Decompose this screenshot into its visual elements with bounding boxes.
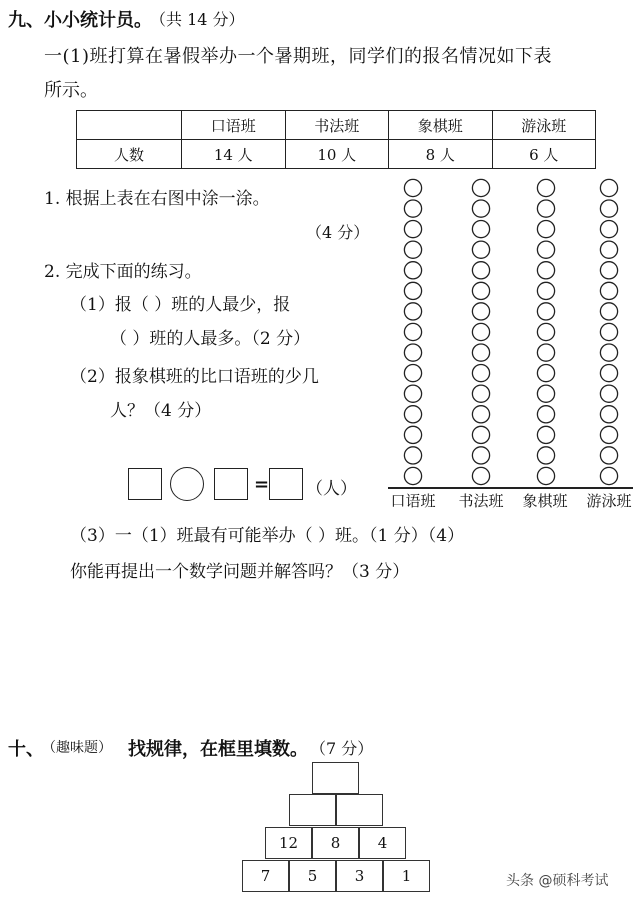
chart-circle[interactable] (472, 385, 489, 402)
chart-circle[interactable] (472, 467, 489, 484)
chart-circle[interactable] (404, 426, 421, 443)
section-10-tag: （趣味题） (42, 740, 112, 756)
chart-circle[interactable] (600, 282, 617, 299)
operator-circle[interactable] (170, 467, 204, 501)
intro-line-2: 所示。 (44, 80, 98, 101)
chart-circle[interactable] (404, 344, 421, 361)
chart-circle[interactable] (600, 447, 617, 464)
chart-circle[interactable] (472, 221, 489, 238)
chart-circle[interactable] (600, 323, 617, 340)
chart-circle[interactable] (600, 179, 617, 196)
question-2: 2. 完成下面的练习。 (44, 262, 202, 282)
chart-circle[interactable] (404, 467, 421, 484)
answer-box-result[interactable] (269, 468, 303, 500)
chart-circle[interactable] (600, 200, 617, 217)
answer-box-1[interactable] (128, 468, 162, 500)
answer-box-2[interactable] (214, 468, 248, 500)
question-2-3-line-2: 你能再提出一个数学问题并解答吗？（3 分） (70, 562, 410, 582)
row-label: 人数 (77, 140, 182, 169)
column-label-chess: 象棋班 (522, 492, 568, 510)
chart-circle[interactable] (404, 179, 421, 196)
question-1-score: （4 分） (306, 223, 370, 242)
chart-circle[interactable] (404, 323, 421, 340)
watermark: 头条 @硕科考试 (506, 873, 609, 889)
question-2-2-line-2: 人？（4 分） (110, 401, 212, 421)
chart-circle[interactable] (537, 200, 554, 217)
chart-circle[interactable] (472, 282, 489, 299)
pyramid-cell-top[interactable] (312, 762, 359, 794)
intro-line-1: 一(1)班打算在暑假举办一个暑期班，同学们的报名情况如下表 (44, 46, 552, 67)
pyramid-cell-r2-2[interactable] (336, 794, 383, 826)
chart-circle[interactable] (404, 221, 421, 238)
question-2-3-line-1: （3）一（1）班最有可能举办（ ）班。（1 分）（4） (70, 526, 465, 546)
chart-circle[interactable] (600, 303, 617, 320)
section-10-title: 找规律，在框里填数。 (128, 739, 308, 760)
chart-circle[interactable] (472, 426, 489, 443)
chart-circle[interactable] (404, 406, 421, 423)
table-cell: 6 人 (492, 140, 596, 169)
chart-circle[interactable] (600, 344, 617, 361)
chart-circle[interactable] (600, 406, 617, 423)
chart-circle[interactable] (472, 406, 489, 423)
chart-circle[interactable] (537, 344, 554, 361)
chart-circle[interactable] (537, 323, 554, 340)
table-header-cell: 象棋班 (389, 111, 493, 140)
chart-circle[interactable] (537, 179, 554, 196)
pyramid-cell: 8 (312, 827, 359, 859)
chart-circle[interactable] (537, 467, 554, 484)
chart-circle[interactable] (404, 303, 421, 320)
signup-table (76, 110, 596, 169)
chart-circle[interactable] (600, 365, 617, 382)
chart-circle[interactable] (472, 200, 489, 217)
chart-circle[interactable] (472, 179, 489, 196)
table-header-cell: 游泳班 (492, 111, 596, 140)
chart-circle[interactable] (472, 447, 489, 464)
chart-circle[interactable] (472, 344, 489, 361)
chart-circle[interactable] (472, 303, 489, 320)
chart-circle[interactable] (472, 241, 489, 258)
pyramid-cell: 5 (289, 860, 336, 892)
question-2-2-line-1: （2）报象棋班的比口语班的少几 (70, 367, 319, 387)
table-header-row (77, 111, 596, 140)
chart-circle[interactable] (404, 200, 421, 217)
chart-circle[interactable] (472, 365, 489, 382)
chart-circle[interactable] (537, 262, 554, 279)
pyramid-cell-r2-1[interactable] (289, 794, 336, 826)
question-1: 1. 根据上表在右图中涂一涂。 (44, 189, 270, 209)
table-header-cell: 书法班 (285, 111, 389, 140)
equation-unit: （人） (306, 479, 357, 499)
chart-circle[interactable] (537, 241, 554, 258)
chart-circle[interactable] (404, 241, 421, 258)
section-10-prefix: 十、 (8, 739, 44, 760)
chart-circle[interactable] (600, 221, 617, 238)
section-9-score: （共 14 分） (150, 10, 245, 29)
pyramid-cell: 3 (336, 860, 383, 892)
chart-circle[interactable] (472, 262, 489, 279)
chart-circle[interactable] (600, 241, 617, 258)
table-row (77, 140, 596, 169)
chart-circle[interactable] (600, 262, 617, 279)
pyramid-cell: 7 (242, 860, 289, 892)
chart-circle[interactable] (537, 221, 554, 238)
table-header-cell (77, 111, 182, 140)
chart-circle[interactable] (600, 426, 617, 443)
table-cell: 8 人 (389, 140, 493, 169)
table-cell: 14 人 (182, 140, 286, 169)
chart-circle[interactable] (537, 406, 554, 423)
chart-circle[interactable] (404, 282, 421, 299)
column-label-calligraphy: 书法班 (458, 492, 504, 510)
table-header-cell: 口语班 (182, 111, 286, 140)
chart-circle[interactable] (537, 365, 554, 382)
chart-circle[interactable] (404, 365, 421, 382)
pyramid-cell: 4 (359, 827, 406, 859)
question-2-1-line-1: （1）报（ ）班的人最少，报 (70, 295, 291, 315)
chart-circle[interactable] (600, 385, 617, 402)
column-label-swimming: 游泳班 (586, 492, 632, 510)
chart-circle[interactable] (404, 262, 421, 279)
pyramid-cell: 12 (265, 827, 312, 859)
section-10-score: （7 分） (310, 739, 374, 758)
chart-circle[interactable] (537, 447, 554, 464)
equals-sign: = (254, 474, 270, 495)
column-label-oral: 口语班 (390, 492, 436, 510)
chart-circle[interactable] (404, 447, 421, 464)
section-9-title: 九、小小统计员。 (8, 10, 152, 31)
table-cell: 10 人 (285, 140, 389, 169)
chart-circle[interactable] (472, 323, 489, 340)
chart-circle[interactable] (404, 385, 421, 402)
chart-baseline (388, 487, 633, 489)
chart-circle[interactable] (600, 467, 617, 484)
chart-circle[interactable] (537, 282, 554, 299)
chart-circle[interactable] (537, 385, 554, 402)
pyramid-cell: 1 (383, 860, 430, 892)
question-2-1-line-2: （ ）班的人最多。（2 分） (110, 329, 311, 349)
chart-circle[interactable] (537, 303, 554, 320)
chart-circle[interactable] (537, 426, 554, 443)
